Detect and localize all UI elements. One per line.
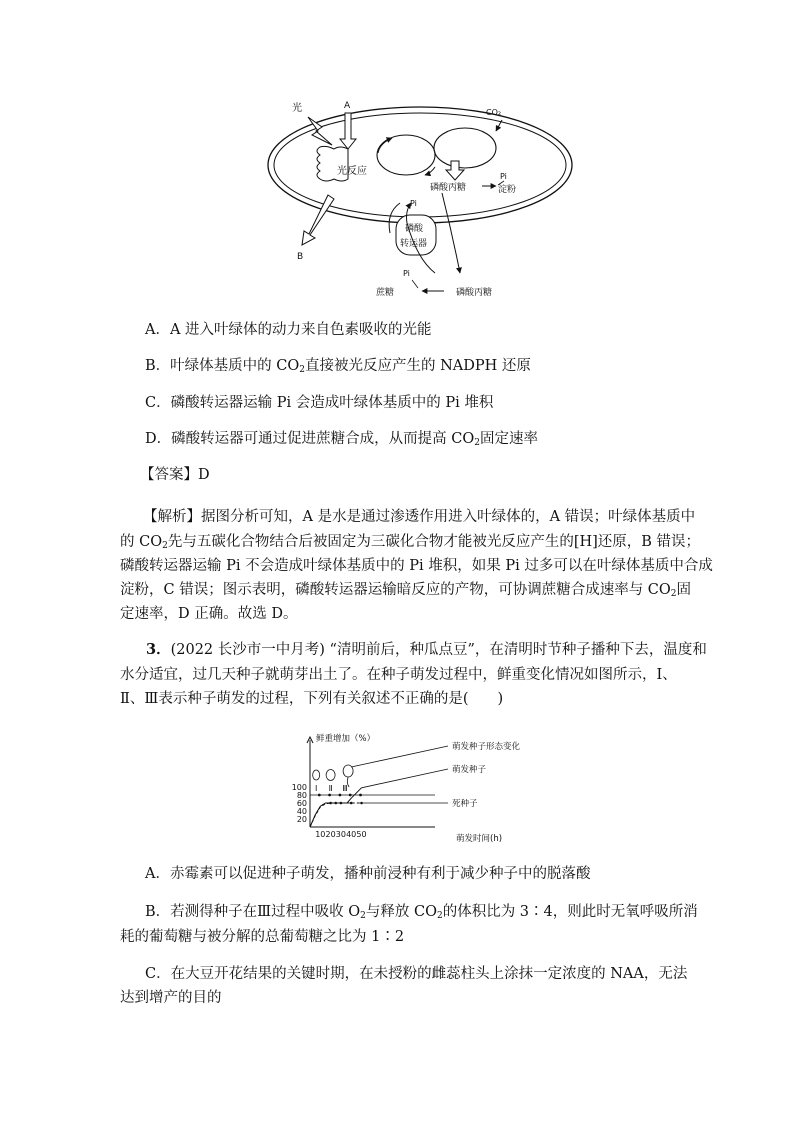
label-pi-top: Pi: [500, 172, 507, 181]
q3-option-b-line1: [145, 900, 698, 928]
q2-answer: 【答案】D: [140, 467, 210, 483]
q3-option-b-line2: 耗的葡萄糖与被分解的总葡萄糖之比为 1∶2: [120, 929, 405, 945]
analysis-line2-post: 先与五碳化合物结合后被固定为三碳化合物才能被光反应产生的[H]还原，B 错误；: [167, 534, 701, 550]
legend-germinating: 萌发种子: [452, 765, 487, 775]
ref-dot-2: [339, 794, 342, 797]
y-tick-label-3: 80: [296, 791, 307, 800]
transporter-box: [396, 215, 436, 255]
label-transporter-2: 转运器: [400, 239, 428, 249]
dead-dot-1: [334, 802, 337, 805]
q3-b-post: 的体积比为 3∶4，则此时无氧呼吸所消: [442, 904, 698, 920]
y-tick-label-1: 40: [296, 807, 307, 816]
arrow-g3p-down: [446, 161, 464, 180]
x-tick-label-2: 30: [335, 830, 346, 839]
analysis-line4-sub: 2: [670, 589, 677, 599]
ref-dot-1: [328, 794, 331, 797]
label-sucrose: 蔗糖: [376, 288, 395, 298]
cycle-right: [434, 128, 496, 168]
q2-option-d-sub: 2: [474, 438, 480, 448]
dead-dot-3: [350, 802, 353, 805]
y-axis-label: 鲜重增加（%）: [316, 734, 376, 744]
label-b: B: [297, 252, 304, 262]
analysis-label: 【解析】: [143, 509, 201, 525]
label-starch: 淀粉: [498, 185, 517, 195]
q3-option-c-line2: 达到增产的目的: [120, 990, 222, 1006]
q2-analysis-line5: 定速率，D 正确。故选 D。: [120, 606, 298, 622]
analysis-line2-pre: 的 CO: [120, 534, 163, 550]
y-tick-label-4: 100: [291, 783, 307, 792]
label-pi-bottom: Pi: [403, 269, 410, 278]
dead-dot-0: [329, 802, 332, 805]
q3-b-sub1: 2: [360, 911, 366, 921]
analysis-line4-pre: 淀粉，C 错误；图示表明，磷酸转运器运输暗反应的产物，可协调蔗糖合成速率与 CO: [120, 582, 671, 598]
seed-icon-1: [313, 770, 320, 780]
analysis-line1-text: 据图分析可知，A 是水是通过渗透作用进入叶绿体的，A 错误；叶绿体基质中: [201, 509, 696, 525]
q2-analysis-line3: 磷酸转运器运输 Pi 不会造成叶绿体基质中的 Pi 堆积，如果 Pi 过多可以在叶绿体基质中合成: [120, 558, 713, 574]
stage-label-1: Ⅱ: [328, 784, 333, 793]
arrow-pi-bottom: [412, 280, 418, 288]
x-tick-label-1: 20: [325, 830, 336, 839]
seed-icon-2: [326, 770, 335, 781]
q2-option-a: A．A 进入叶绿体的动力来自色素吸收的光能: [145, 322, 432, 338]
q3-stem-line2: 水分适宜，过几天种子就萌芽出土了。在种子萌发过程中，鲜重变化情况如图所示，Ⅰ、: [120, 667, 677, 683]
x-tick-label-4: 50: [356, 830, 367, 839]
y-tick-label-2: 60: [296, 799, 307, 808]
label-g3p-outer: 磷酸丙糖: [456, 288, 493, 298]
q2-option-b-post: 直接被光反应产生的 NADPH 还原: [304, 358, 531, 374]
series-germinating: [310, 788, 362, 827]
q2-option-c: C．磷酸转运器运输 Pi 会造成叶绿体基质中的 Pi 堆积: [145, 395, 494, 411]
leader-germinating: [362, 769, 449, 788]
analysis-line2-sub: 2: [162, 541, 168, 551]
q3-stem-line1: [146, 638, 707, 662]
arrow-cycle-right-out: [425, 167, 435, 175]
ref-dot-4: [359, 794, 362, 797]
q3-number: 3．: [146, 641, 171, 658]
label-light: 光: [292, 103, 302, 114]
leader-morph: [351, 746, 448, 767]
stage-label-0: Ⅰ: [315, 784, 318, 793]
series-dead: [310, 803, 362, 827]
x-tick-label-0: 10: [315, 830, 326, 839]
q2-option-b: [145, 354, 531, 382]
q2-option-d-pre: D．磷酸转运器可通过促进蔗糖合成，从而提高 CO: [145, 431, 475, 447]
label-co2: CO₂: [486, 108, 502, 117]
q3-stem-line3: Ⅱ、Ⅲ表示种子萌发的过程，下列有关叙述不正确的是( ): [120, 691, 504, 707]
x-axis-label: 萌发时间(h): [456, 834, 503, 844]
label-light-reaction: 光反应: [337, 166, 367, 177]
x-tick-label-3: 40: [346, 830, 357, 839]
analysis-line4-post: 固: [676, 582, 692, 598]
stage-label-2: Ⅲ: [342, 784, 348, 793]
y-tick-label-0: 20: [296, 815, 307, 824]
ref-dot-0: [318, 794, 321, 797]
q3-option-a: A．赤霉素可以促进种子萌发，播种前浸种有利于减少种子中的脱落酸: [145, 866, 591, 882]
label-g3p-inner: 磷酸丙糖: [430, 183, 467, 193]
q3-b-pre: B．若测得种子在Ⅲ过程中吸收 O: [145, 904, 361, 920]
q2-analysis-line1: [143, 505, 695, 529]
ref-dot-3: [349, 794, 352, 797]
label-transporter-1: 磷酸: [405, 224, 424, 234]
q2-option-b-sub: 2: [299, 365, 305, 375]
q2-option-b-pre: B．叶绿体基质中的 CO: [145, 358, 300, 374]
q3-line1-text: (2022 长沙市一中月考) “清明前后，种瓜点豆”，在清明时节种子播种下去，温度和: [170, 642, 707, 658]
label-a: A: [344, 101, 351, 111]
seed-germination-chart: [280, 728, 530, 843]
legend-morph: 萌发种子形态变化: [452, 742, 521, 752]
q3-option-c-line1: C．在大豆开花结果的关键时期，在未授粉的雌蕊柱头上涂抹一定浓度的 NAA，无法: [145, 966, 688, 982]
q2-option-d-post: 固定速率: [479, 431, 538, 447]
q3-b-mid: 与释放 CO: [365, 904, 437, 920]
chloroplast-diagram: [260, 95, 580, 305]
legend-dead: 死种子: [452, 799, 478, 809]
dead-dot-2: [340, 802, 343, 805]
label-pi-mid: Pi: [410, 199, 417, 208]
arrow-g3p-out: [442, 193, 460, 273]
q3-b-sub2: 2: [436, 911, 443, 921]
q2-option-d: [145, 427, 538, 455]
